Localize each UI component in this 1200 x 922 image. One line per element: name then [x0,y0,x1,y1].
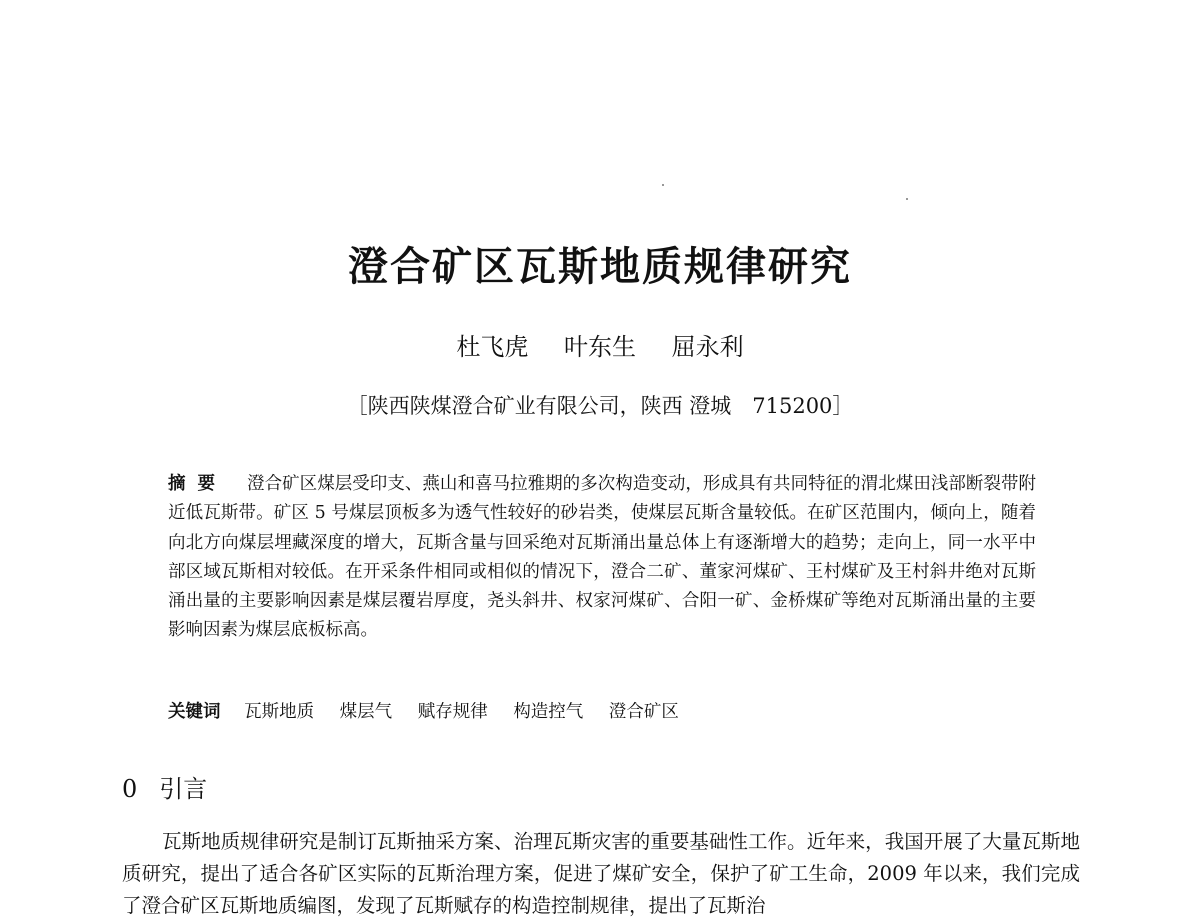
section-heading [122,774,207,804]
author-affiliation: ［陕西陕煤澄合矿业有限公司，陕西 澄城 715200］ [346,394,854,418]
keyword: 构造控气 [513,702,584,722]
author-list [0,332,1200,362]
author-name: 屈永利 [671,333,744,361]
section-title: 引言 [159,775,208,803]
body-paragraph: 瓦斯地质规律研究是制订瓦斯抽采方案、治理瓦斯灾害的重要基础性工作。近年来，我国开展了大量瓦斯地质研究，提出了适合各矿区实际的瓦斯治理方案，促进了煤矿安全，保护了矿工生命，2009 年以来，我们完成了澄合矿区瓦斯地质编图，发现了瓦斯赋存的构造控制规律，提出了瓦斯治 [122,830,1080,917]
author-name: 叶东生 [564,333,636,361]
section-number: 0 [122,775,138,803]
keywords-block [168,698,1036,727]
scan-speck [662,184,664,186]
keyword: 赋存规律 [417,702,488,722]
keyword: 澄合矿区 [608,702,679,722]
abstract-block [168,470,1036,646]
author-name: 杜飞虎 [456,333,529,361]
keywords-label: 关键词 [168,702,221,722]
abstract-text: 澄合矿区煤层受印支、燕山和喜马拉雅期的多次构造变动，形成具有共同特征的渭北煤田浅部断裂带附近低瓦斯带。矿区 5 号煤层顶板多为透气性较好的砂岩类，使煤层瓦斯含量较低。在矿区范围内，倾向上，随着向北方向煤层埋藏深度的增大，瓦斯含量与回采绝对瓦斯涌出量总体上有逐渐增大的趋势；走向上，同一水平中部区域瓦斯相对较低。在开采条件相同或相似的情况下，澄合二矿、董家河煤矿、王村煤矿及王村斜井绝对瓦斯涌出量的主要影响因素是煤层覆岩厚度，尧头斜井、权家河煤矿、合阳一矿、金桥煤矿等绝对瓦斯涌出量的主要影响因素为煤层底板标高。 [168,474,1037,641]
scan-speck [906,198,908,200]
paper-title: 澄合矿区瓦斯地质规律研究 [348,243,852,290]
abstract-label: 摘要 [168,474,228,494]
keyword: 瓦斯地质 [244,702,315,722]
keyword: 煤层气 [339,702,393,722]
